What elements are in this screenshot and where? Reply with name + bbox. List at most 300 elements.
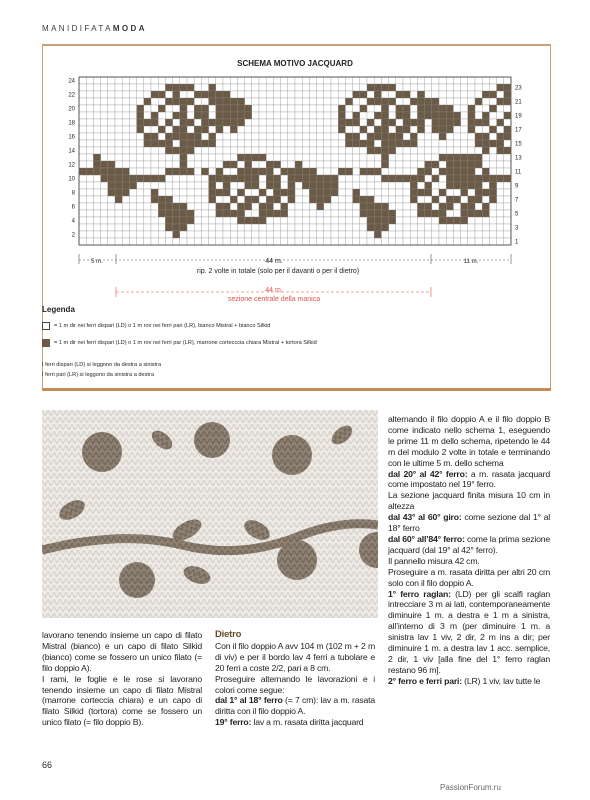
light-stitch	[345, 126, 352, 133]
dark-stitch	[223, 189, 230, 196]
light-stitch	[489, 147, 496, 154]
light-stitch	[273, 105, 280, 112]
light-stitch	[151, 168, 158, 175]
dark-stitch	[281, 189, 288, 196]
light-stitch	[129, 217, 136, 224]
light-stitch	[180, 77, 187, 84]
dark-stitch	[504, 112, 511, 119]
light-stitch	[439, 175, 446, 182]
light-stitch	[331, 217, 338, 224]
light-stitch	[158, 147, 165, 154]
light-stitch	[137, 168, 144, 175]
dark-stitch	[468, 126, 475, 133]
dark-stitch	[367, 203, 374, 210]
light-stitch	[396, 238, 403, 245]
light-stitch	[309, 98, 316, 105]
light-stitch	[129, 126, 136, 133]
light-swatch	[42, 322, 50, 330]
dark-stitch	[461, 210, 468, 217]
light-stitch	[273, 126, 280, 133]
light-stitch	[129, 84, 136, 91]
light-stitch	[324, 210, 331, 217]
light-stitch	[151, 210, 158, 217]
light-stitch	[288, 98, 295, 105]
light-stitch	[439, 147, 446, 154]
dark-stitch	[173, 231, 180, 238]
light-stitch	[345, 196, 352, 203]
light-stitch	[389, 77, 396, 84]
dark-stitch	[461, 154, 468, 161]
light-stitch	[151, 77, 158, 84]
dark-stitch	[396, 140, 403, 147]
light-stitch	[403, 98, 410, 105]
schema-title: SCHEMA MOTIVO JACQUARD	[237, 59, 353, 68]
dark-stitch	[374, 210, 381, 217]
light-stitch	[173, 196, 180, 203]
light-stitch	[201, 84, 208, 91]
dark-stitch	[259, 210, 266, 217]
dark-stitch	[381, 133, 388, 140]
repeat-note: rip. 2 volte in totale (solo per il davanti o per il dietro)	[196, 268, 360, 275]
light-stitch	[453, 140, 460, 147]
light-stitch	[273, 168, 280, 175]
light-stitch	[504, 210, 511, 217]
light-stitch	[302, 91, 309, 98]
dark-stitch	[381, 126, 388, 133]
dark-stitch	[187, 147, 194, 154]
light-stitch	[475, 147, 482, 154]
light-stitch	[410, 161, 417, 168]
light-stitch	[122, 161, 129, 168]
dark-stitch	[381, 203, 388, 210]
dark-stitch	[266, 161, 273, 168]
light-stitch	[158, 182, 165, 189]
dark-stitch	[281, 203, 288, 210]
light-stitch	[259, 161, 266, 168]
dark-stitch	[165, 84, 172, 91]
light-stitch	[504, 217, 511, 224]
light-stitch	[338, 238, 345, 245]
light-stitch	[302, 98, 309, 105]
light-stitch	[288, 140, 295, 147]
light-stitch	[101, 112, 108, 119]
light-stitch	[389, 168, 396, 175]
light-stitch	[245, 126, 252, 133]
light-stitch	[187, 203, 194, 210]
light-stitch	[79, 217, 86, 224]
light-stitch	[187, 77, 194, 84]
dark-stitch	[432, 105, 439, 112]
col3-paragraph-2: dal 20° al 42° ferro: a m. rasata jacquard come impostato nel 19° ferro.	[388, 468, 550, 490]
light-stitch	[338, 217, 345, 224]
light-stitch	[223, 133, 230, 140]
light-stitch	[425, 217, 432, 224]
dark-stitch	[165, 217, 172, 224]
light-stitch	[489, 231, 496, 238]
right-row-number: 11	[515, 169, 522, 176]
light-stitch	[245, 77, 252, 84]
dark-stitch	[252, 182, 259, 189]
light-stitch	[137, 182, 144, 189]
dark-stitch	[317, 203, 324, 210]
dark-stitch	[165, 168, 172, 175]
light-stitch	[317, 77, 324, 84]
dark-stitch	[201, 91, 208, 98]
dark-stitch	[237, 175, 244, 182]
dark-stitch	[403, 91, 410, 98]
dark-stitch	[230, 112, 237, 119]
light-stitch	[237, 140, 244, 147]
light-stitch	[353, 238, 360, 245]
dark-stitch	[209, 189, 216, 196]
dark-stitch	[108, 168, 115, 175]
light-stitch	[86, 175, 93, 182]
light-stitch	[331, 196, 338, 203]
light-stitch	[360, 175, 367, 182]
light-stitch	[151, 126, 158, 133]
dark-stitch	[367, 140, 374, 147]
light-stitch	[345, 231, 352, 238]
legend-light: = 1 m dir nei ferri dispari (LD) o 1 m rov nei ferri pari (LR), bianco Mistral + bianco Silkid	[42, 322, 270, 330]
light-stitch	[345, 161, 352, 168]
light-stitch	[468, 133, 475, 140]
light-stitch	[489, 203, 496, 210]
light-stitch	[317, 217, 324, 224]
light-stitch	[115, 119, 122, 126]
light-stitch	[295, 217, 302, 224]
light-stitch	[101, 224, 108, 231]
dark-stitch	[425, 161, 432, 168]
light-stitch	[266, 140, 273, 147]
dark-stitch	[273, 196, 280, 203]
light-stitch	[93, 231, 100, 238]
text-column-3	[388, 414, 550, 687]
light-stitch	[144, 196, 151, 203]
light-stitch	[468, 147, 475, 154]
dark-stitch	[446, 203, 453, 210]
light-stitch	[446, 133, 453, 140]
light-stitch	[93, 147, 100, 154]
light-stitch	[417, 154, 424, 161]
dark-stitch	[302, 175, 309, 182]
dark-stitch	[432, 175, 439, 182]
left-row-number: 10	[68, 176, 75, 183]
light-stitch	[497, 210, 504, 217]
dark-stitch	[266, 210, 273, 217]
light-stitch	[353, 84, 360, 91]
dark-stitch	[453, 161, 460, 168]
dark-stitch	[223, 91, 230, 98]
dark-stitch	[489, 182, 496, 189]
dark-stitch	[252, 196, 259, 203]
light-stitch	[439, 182, 446, 189]
dark-stitch	[446, 161, 453, 168]
light-stitch	[288, 84, 295, 91]
light-stitch	[144, 105, 151, 112]
dark-stitch	[151, 140, 158, 147]
light-stitch	[108, 224, 115, 231]
dark-stitch	[468, 161, 475, 168]
light-stitch	[273, 224, 280, 231]
light-stitch	[101, 147, 108, 154]
right-row-number: 17	[515, 127, 522, 134]
light-stitch	[230, 154, 237, 161]
light-stitch	[115, 231, 122, 238]
dark-stitch	[281, 168, 288, 175]
dark-stitch	[482, 140, 489, 147]
dark-stitch	[245, 217, 252, 224]
light-stitch	[360, 147, 367, 154]
light-stitch	[216, 154, 223, 161]
dark-stitch	[194, 91, 201, 98]
dark-stitch	[417, 189, 424, 196]
light-stitch	[338, 189, 345, 196]
dark-stitch	[461, 203, 468, 210]
light-stitch	[237, 224, 244, 231]
col2-paragraph-2: Proseguire alternando le lavorazioni e i colori come segue:	[215, 673, 375, 695]
light-stitch	[482, 217, 489, 224]
light-stitch	[266, 224, 273, 231]
light-stitch	[129, 140, 136, 147]
dark-stitch	[137, 119, 144, 126]
light-stitch	[108, 140, 115, 147]
dark-stitch	[108, 189, 115, 196]
light-stitch	[331, 210, 338, 217]
left-row-number: 18	[68, 120, 75, 127]
light-stitch	[302, 203, 309, 210]
dark-stitch	[180, 84, 187, 91]
dark-stitch	[151, 133, 158, 140]
light-stitch	[115, 126, 122, 133]
light-stitch	[410, 91, 417, 98]
light-stitch	[374, 175, 381, 182]
light-stitch	[252, 105, 259, 112]
light-stitch	[259, 238, 266, 245]
dark-stitch	[345, 133, 352, 140]
light-stitch	[101, 126, 108, 133]
dark-stitch	[360, 126, 367, 133]
light-stitch	[381, 168, 388, 175]
dark-stitch	[374, 231, 381, 238]
dark-stitch	[295, 175, 302, 182]
light-stitch	[338, 231, 345, 238]
light-stitch	[367, 182, 374, 189]
light-stitch	[417, 84, 424, 91]
light-stitch	[338, 84, 345, 91]
light-stitch	[129, 238, 136, 245]
dark-stitch	[209, 98, 216, 105]
light-stitch	[396, 77, 403, 84]
light-stitch	[144, 203, 151, 210]
light-stitch	[360, 98, 367, 105]
light-stitch	[338, 224, 345, 231]
dark-stitch	[504, 175, 511, 182]
light-stitch	[489, 168, 496, 175]
light-stitch	[158, 77, 165, 84]
light-stitch	[115, 84, 122, 91]
right-row-number: 3	[515, 225, 519, 232]
dark-stitch	[353, 140, 360, 147]
light-stitch	[461, 119, 468, 126]
light-stitch	[173, 175, 180, 182]
light-stitch	[158, 224, 165, 231]
light-stitch	[439, 77, 446, 84]
light-stitch	[93, 126, 100, 133]
light-stitch	[367, 231, 374, 238]
light-stitch	[237, 182, 244, 189]
light-stitch	[432, 91, 439, 98]
light-stitch	[353, 154, 360, 161]
light-stitch	[439, 84, 446, 91]
light-stitch	[468, 84, 475, 91]
light-stitch	[468, 189, 475, 196]
light-stitch	[245, 238, 252, 245]
dark-stitch	[389, 84, 396, 91]
light-stitch	[86, 231, 93, 238]
light-stitch	[295, 210, 302, 217]
dark-stitch	[237, 119, 244, 126]
col3-paragraph-4: dal 43° al 60° giro: come sezione dal 1° al 18° ferro	[388, 512, 550, 534]
light-stitch	[259, 231, 266, 238]
light-stitch	[331, 224, 338, 231]
light-stitch	[122, 217, 129, 224]
dark-stitch	[259, 189, 266, 196]
light-stitch	[489, 133, 496, 140]
light-stitch	[209, 126, 216, 133]
light-stitch	[497, 217, 504, 224]
light-stitch	[151, 238, 158, 245]
dark-stitch	[381, 147, 388, 154]
light-stitch	[324, 133, 331, 140]
dark-stitch	[331, 189, 338, 196]
right-row-number: 21	[515, 99, 522, 106]
dark-stitch	[173, 98, 180, 105]
dark-stitch	[151, 91, 158, 98]
light-stitch	[187, 182, 194, 189]
dark-stitch	[482, 189, 489, 196]
light-stitch	[194, 189, 201, 196]
dark-stitch	[108, 182, 115, 189]
dark-stitch	[216, 210, 223, 217]
light-stitch	[504, 238, 511, 245]
light-stitch	[461, 126, 468, 133]
light-stitch	[151, 182, 158, 189]
light-stitch	[338, 133, 345, 140]
light-stitch	[381, 238, 388, 245]
dark-stitch	[165, 224, 172, 231]
dark-stitch	[158, 126, 165, 133]
left-row-number: 4	[71, 218, 75, 225]
dark-stitch	[173, 112, 180, 119]
dark-stitch	[165, 140, 172, 147]
light-stitch	[281, 154, 288, 161]
light-stitch	[475, 77, 482, 84]
light-stitch	[86, 189, 93, 196]
dark-stitch	[187, 168, 194, 175]
light-stitch	[129, 161, 136, 168]
light-stitch	[86, 77, 93, 84]
dark-stitch	[446, 126, 453, 133]
dark-stitch	[367, 168, 374, 175]
light-stitch	[93, 140, 100, 147]
light-stitch	[173, 77, 180, 84]
light-stitch	[115, 105, 122, 112]
light-stitch	[345, 182, 352, 189]
dark-stitch	[482, 112, 489, 119]
dark-stitch	[122, 182, 129, 189]
light-stitch	[367, 238, 374, 245]
light-stitch	[410, 238, 417, 245]
dark-stitch	[101, 175, 108, 182]
dark-stitch	[165, 98, 172, 105]
light-stitch	[201, 238, 208, 245]
light-stitch	[432, 133, 439, 140]
dark-stitch	[417, 210, 424, 217]
light-stitch	[79, 182, 86, 189]
dark-stitch	[482, 175, 489, 182]
light-stitch	[129, 77, 136, 84]
light-stitch	[453, 203, 460, 210]
dark-stitch	[223, 210, 230, 217]
light-stitch	[194, 119, 201, 126]
dark-stitch	[475, 119, 482, 126]
light-stitch	[252, 161, 259, 168]
light-stitch	[309, 147, 316, 154]
light-stitch	[129, 119, 136, 126]
light-stitch	[324, 224, 331, 231]
light-stitch	[302, 161, 309, 168]
light-stitch	[309, 224, 316, 231]
light-stitch	[187, 112, 194, 119]
light-stitch	[144, 182, 151, 189]
light-stitch	[360, 224, 367, 231]
light-stitch	[389, 238, 396, 245]
left-row-number: 12	[68, 162, 75, 169]
light-stitch	[389, 189, 396, 196]
light-stitch	[79, 154, 86, 161]
light-stitch	[475, 231, 482, 238]
light-stitch	[353, 77, 360, 84]
light-stitch	[230, 224, 237, 231]
light-stitch	[129, 168, 136, 175]
light-stitch	[497, 126, 504, 133]
dark-stitch	[151, 175, 158, 182]
right-row-number: 19	[515, 113, 522, 120]
light-stitch	[446, 77, 453, 84]
dark-stitch	[324, 182, 331, 189]
light-stitch	[151, 161, 158, 168]
light-stitch	[381, 196, 388, 203]
dark-stitch	[374, 112, 381, 119]
light-stitch	[86, 147, 93, 154]
right-row-numbers	[515, 86, 522, 246]
light-stitch	[216, 84, 223, 91]
dark-stitch	[453, 154, 460, 161]
light-stitch	[108, 217, 115, 224]
dark-stitch	[453, 196, 460, 203]
light-stitch	[504, 140, 511, 147]
light-stitch	[504, 77, 511, 84]
dark-stitch	[180, 133, 187, 140]
frame-bottom-rule	[42, 388, 551, 391]
light-stitch	[216, 196, 223, 203]
dark-stitch	[237, 203, 244, 210]
light-stitch	[101, 140, 108, 147]
dark-stitch	[432, 98, 439, 105]
light-stitch	[165, 189, 172, 196]
light-stitch	[158, 161, 165, 168]
dark-stitch	[396, 105, 403, 112]
